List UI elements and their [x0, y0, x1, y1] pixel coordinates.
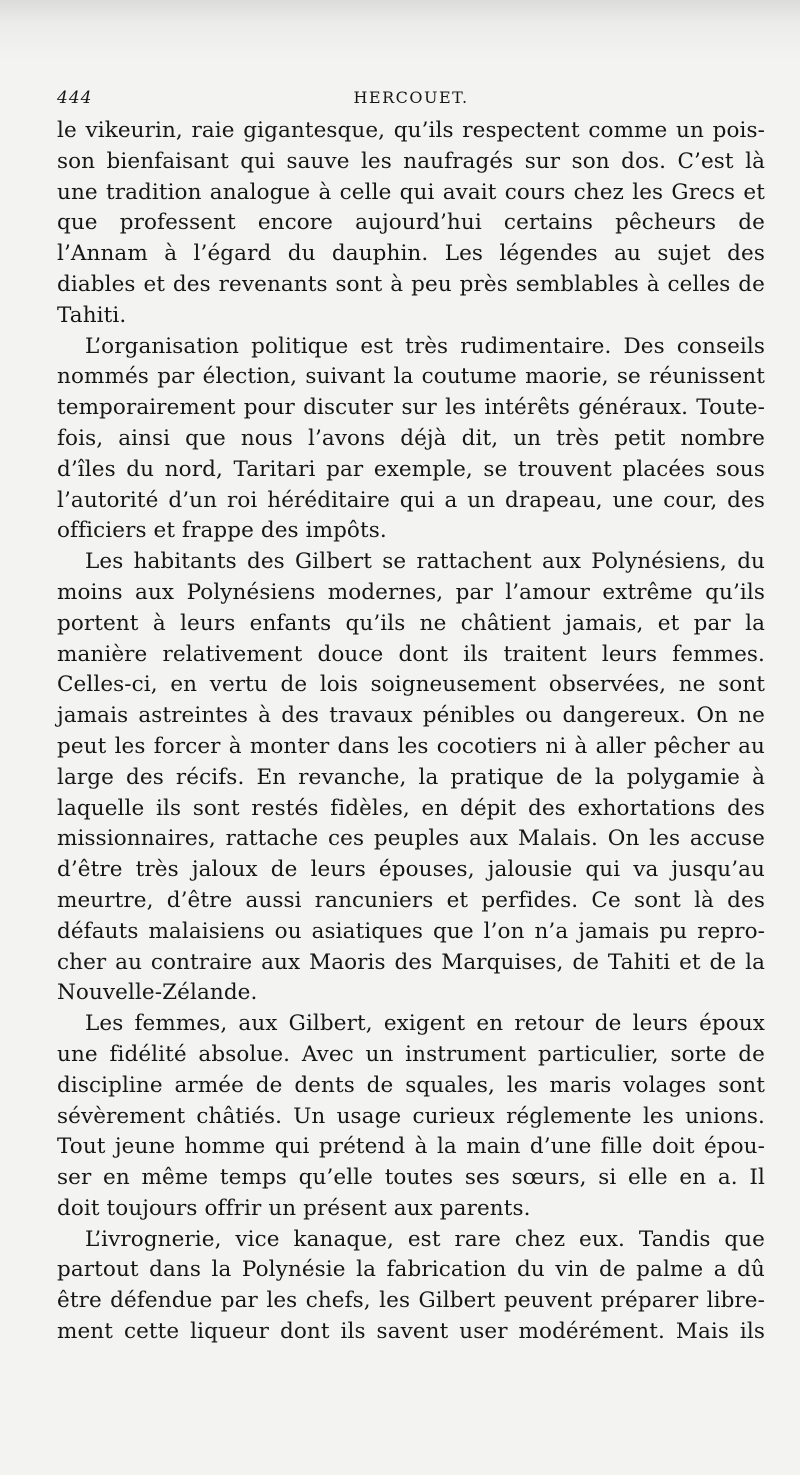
text-line: jamais astreintes à des travaux pénibles ou dangereux. On ne [57, 703, 765, 729]
paragraph [57, 332, 765, 548]
text-line: L’ivrognerie, vice kanaque, est rare chez eux. Tandis que [85, 1226, 765, 1252]
text-line: une fidélité absolue. Avec un instrument particulier, sorte de [57, 1041, 765, 1067]
text-line: meurtre, d’être aussi rancuniers et perfides. Ce sont là des [57, 887, 765, 913]
text-line: le vikeurin, raie gigantesque, qu’ils respectent comme un pois- [57, 118, 765, 143]
text-line: missionnaires, rattache ces peuples aux Malais. On les accuse [57, 826, 765, 852]
text-line: Tahiti. [57, 302, 127, 328]
text-line: Tout jeune homme qui prétend à la main d’une fille doit épou- [57, 1134, 765, 1160]
text-line: nommés par élection, suivant la coutume maorie, se réunissent [57, 364, 765, 390]
text-line: L’organisation politique est très rudimentaire. Des conseils [85, 333, 765, 359]
running-title: HERCOUET. [353, 88, 469, 107]
text-line: cher au contraire aux Maoris des Marquises, de Tahiti et de la [57, 949, 765, 975]
body-text [57, 116, 765, 1348]
text-line: Les habitants des Gilbert se rattachent aux Polynésiens, du [85, 549, 765, 575]
text-line: l’Annam à l’égard du dauphin. Les légendes au sujet des [57, 241, 765, 267]
text-line: temporairement pour discuter sur les intérêts généraux. Toute- [57, 395, 765, 421]
paragraph [57, 1009, 765, 1225]
text-line: peut les forcer à monter dans les cocotiers ni à aller pêcher au [57, 733, 765, 759]
text-line: défauts malaisiens ou asiatiques que l’on n’a jamais pu repro- [57, 918, 765, 944]
text-line: manière relativement douce dont ils traitent leurs femmes. [57, 641, 765, 667]
text-line: Les femmes, aux Gilbert, exigent en retour de leurs époux [85, 1011, 765, 1037]
text-line: que professent encore aujourd’hui certains pêcheurs de [57, 210, 765, 236]
text-line: être défendue par les chefs, les Gilbert peuvent préparer libre- [57, 1288, 765, 1314]
text-line: diables et des revenants sont à peu près semblables à celles de [57, 271, 765, 297]
book-page [57, 88, 765, 1348]
text-line: d’être très jaloux de leurs épouses, jalousie qui va jusqu’au [57, 857, 765, 883]
text-line: large des récifs. En revanche, la pratique de la polygamie à [57, 764, 765, 790]
paragraph [57, 116, 765, 332]
scan-top-shadow [0, 0, 800, 60]
text-line: fois, ainsi que nous l’avons déjà dit, un très petit nombre [57, 425, 765, 451]
text-line: officiers et frappe des impôts. [57, 518, 387, 544]
text-line: sévèrement châtiés. Un usage curieux réglemente les unions. [57, 1103, 765, 1129]
paragraph [57, 547, 765, 1009]
text-line: une tradition analogue à celle qui avait cours chez les Grecs et [57, 179, 765, 205]
text-line: laquelle ils sont restés fidèles, en dépit des exhortations des [57, 795, 765, 821]
paragraph [57, 1225, 765, 1348]
text-line: Celles-ci, en vertu de lois soigneusement observées, ne sont [57, 672, 765, 698]
page-number: 444 [57, 88, 93, 108]
text-line: son bienfaisant qui sauve les naufragés sur son dos. C’est là [57, 148, 765, 174]
text-line: ment cette liqueur dont ils savent user modérément. Mais ils [57, 1319, 765, 1345]
text-line: ser en même temps qu’elle toutes ses sœurs, si elle en a. Il [57, 1165, 765, 1191]
text-line: discipline armée de dents de squales, les maris volages sont [57, 1072, 765, 1098]
text-line: d’îles du nord, Taritari par exemple, se trouvent placées sous [57, 456, 765, 482]
text-line: l’autorité d’un roi héréditaire qui a un drapeau, une cour, des [57, 487, 765, 513]
text-line: Nouvelle-Zélande. [57, 980, 258, 1006]
text-line: portent à leurs enfants qu’ils ne châtient jamais, et par la [57, 610, 765, 636]
text-line: partout dans la Polynésie la fabrication du vin de palme a dû [57, 1257, 765, 1283]
text-line: moins aux Polynésiens modernes, par l’amour extrême qu’ils [57, 579, 765, 605]
running-head [57, 88, 765, 116]
text-line: doit toujours offrir un présent aux parents. [57, 1195, 531, 1221]
